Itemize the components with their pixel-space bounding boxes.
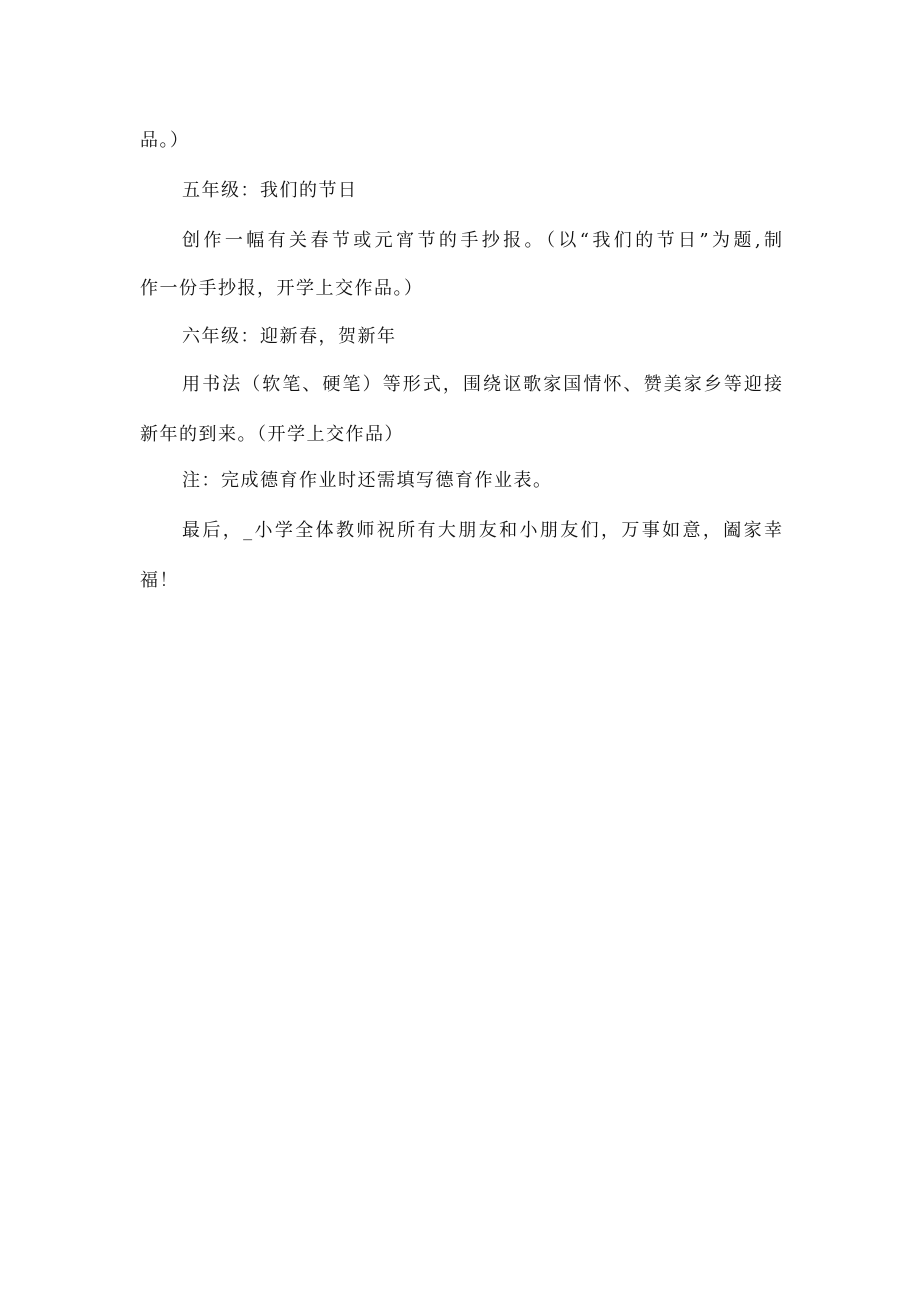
grade-five-paragraph-line-2: 作一份手抄报，开学上交作品。）	[140, 278, 424, 299]
paragraph-line-continuation: 品。）	[140, 130, 190, 151]
grade-six-heading: 六年级：迎新春，贺新年	[182, 326, 397, 347]
grade-five-paragraph-line-1: 创作一幅有关春节或元宵节的手抄报。（以“我们的节日”为题,制	[182, 230, 782, 251]
grade-five-heading: 五年级：我们的节日	[182, 180, 358, 201]
grade-six-paragraph-line-2: 新年的到来。（开学上交作品）	[140, 424, 404, 445]
closing-paragraph-line-1: 最后，_小学全体教师祝所有大朋友和小朋友们，万事如意，阖家幸	[182, 520, 782, 541]
grade-six-paragraph-line-1: 用书法（软笔、硬笔）等形式，围绕讴歌家国情怀、赞美家乡等迎接	[182, 374, 782, 395]
note-paragraph: 注：完成德育作业时还需填写德育作业表。	[182, 470, 553, 491]
closing-paragraph-line-2: 福！	[140, 570, 179, 591]
